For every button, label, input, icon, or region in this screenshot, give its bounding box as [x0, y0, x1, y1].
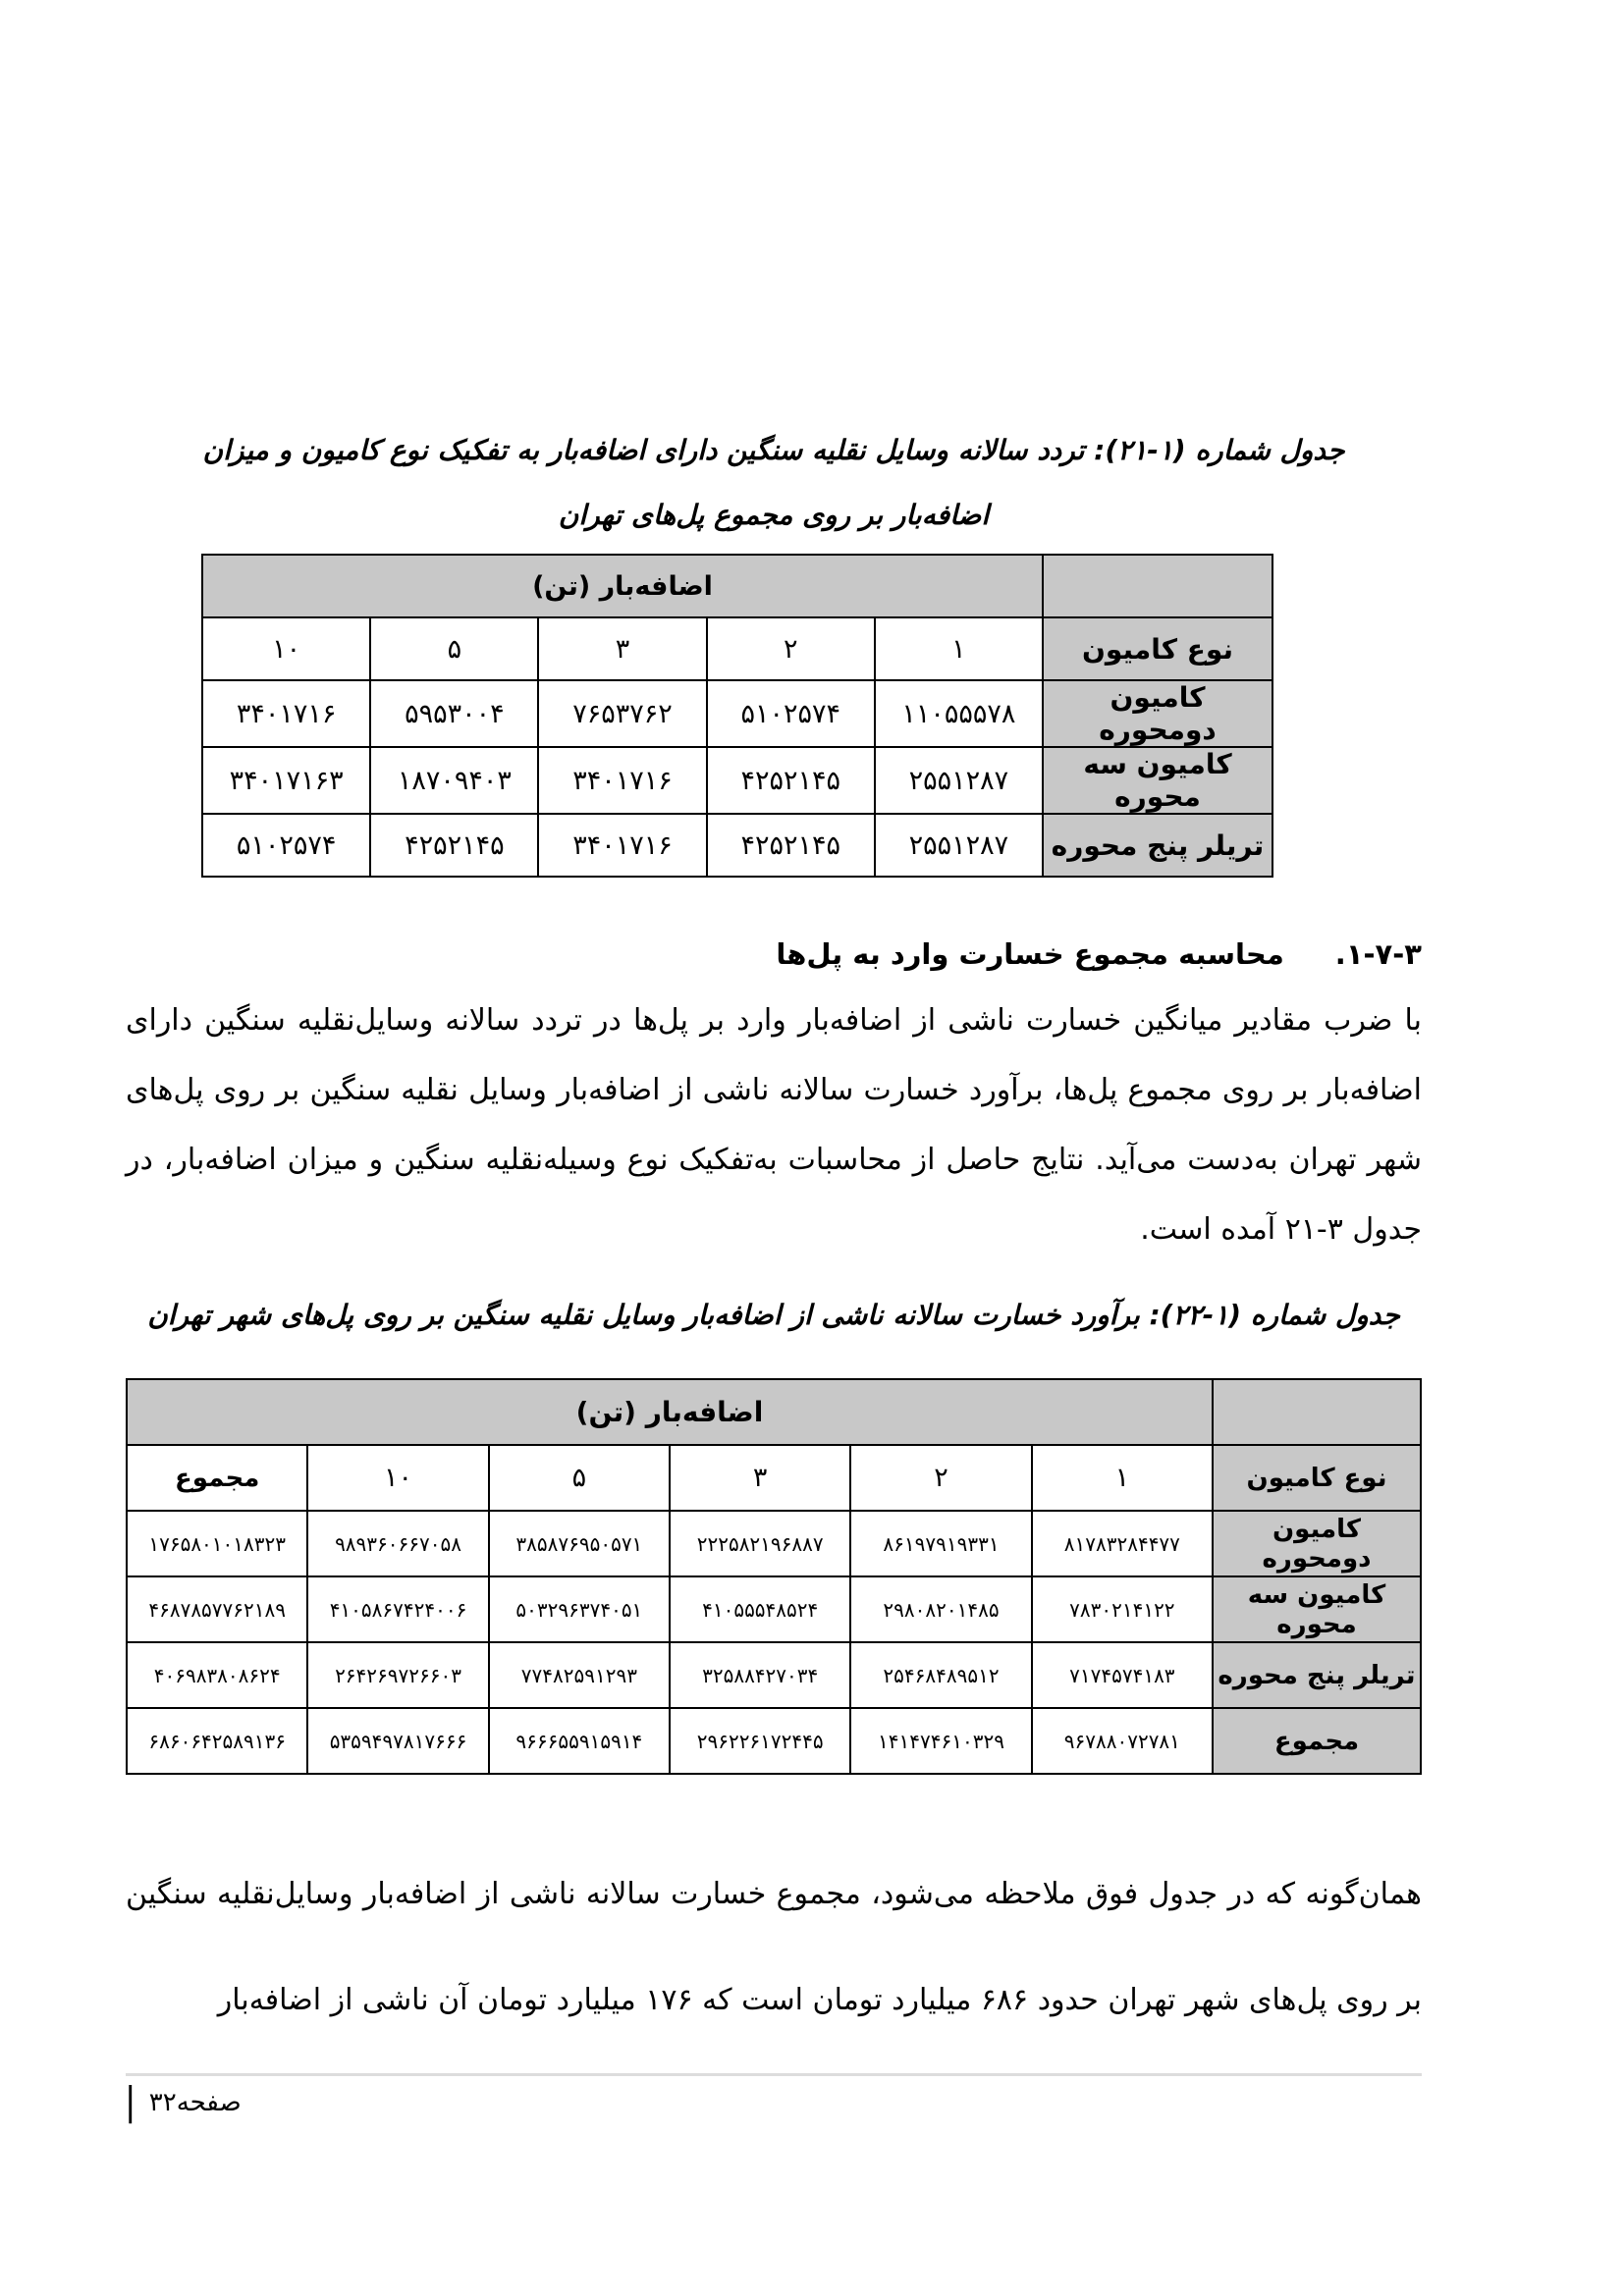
corner-label-cell: نوع کامیون: [1213, 1445, 1421, 1511]
table-cell: ۵۳۵۹۴۹۷۸۱۷۶۶۶: [307, 1708, 488, 1774]
page-footer: [126, 2080, 1422, 2125]
row-label-cell: کامیون سه محوره: [1043, 747, 1272, 814]
table-row: [202, 617, 1272, 680]
table-row: [127, 1576, 1421, 1642]
table-cell: ۵۱۰۲۵۷۴: [707, 680, 875, 747]
corner-label-cell: نوع کامیون: [1043, 617, 1272, 680]
body-paragraph: همان‌گونه که در جدول فوق ملاحظه می‌شود، مجموع خسارت سالانه ناشی از اضافه‌بار وسایل‌نقلیه سنگین بر روی پل‌های شهر تهران حدود ۶۸۶ میلیارد تومان است که ۱۷۶ میلیارد تومان آن ناشی از اضافه‌بار: [126, 1877, 1422, 2017]
table-cell: ۵۰۳۲۹۶۳۷۴۰۵۱: [489, 1576, 670, 1642]
table-cell: ۷۸۳۰۲۱۴۱۲۲: [1032, 1576, 1213, 1642]
table2-caption: جدول شماره (۱-۲۲): برآورد خسارت سالانه ناشی از اضافه‌بار وسایل نقلیه سنگین بر روی پل‌های شهر تهران: [147, 1299, 1400, 1331]
table-cell: ۱۸۷۰۹۴۰۳: [370, 747, 538, 814]
col-header-cell: ۳: [670, 1445, 850, 1511]
footer-bar: |: [126, 2080, 135, 2125]
table-row: [127, 1708, 1421, 1774]
table-row: [127, 1379, 1421, 1445]
table-cell: ۲۲۲۵۸۲۱۹۶۸۸۷: [670, 1511, 850, 1576]
section-title: محاسبه مجموع خسارت وارد به پل‌ها: [776, 937, 1284, 971]
col-header-cell: مجموع: [127, 1445, 307, 1511]
section-heading: [126, 931, 1422, 978]
col-header-cell: ۱۰: [202, 617, 370, 680]
table-cell: ۶۸۶۰۶۴۲۵۸۹۱۳۶: [127, 1708, 307, 1774]
table-cell: ۴۰۶۹۸۳۸۰۸۶۲۴: [127, 1642, 307, 1708]
table-cell: ۴۱۰۵۸۶۷۴۲۴۰۰۶: [307, 1576, 488, 1642]
table-cell: ۸۶۱۹۷۹۱۹۳۳۱: [850, 1511, 1031, 1576]
col-header-cell: ۲: [707, 617, 875, 680]
table-row: [202, 555, 1272, 617]
row-label-cell: تریلر پنج محوره: [1213, 1642, 1421, 1708]
table-cell: ۸۱۷۸۳۲۸۴۴۷۷: [1032, 1511, 1213, 1576]
table-cell: ۷۷۴۸۲۵۹۱۲۹۳: [489, 1642, 670, 1708]
col-header-cell: ۱: [1032, 1445, 1213, 1511]
overload-header-cell: اضافه‌بار (تن): [202, 555, 1043, 617]
table-cell: ۹۶۷۸۸۰۷۲۷۸۱: [1032, 1708, 1213, 1774]
corner-empty-cell: [1213, 1379, 1421, 1445]
corner-empty-cell: [1043, 555, 1272, 617]
row-label-cell: تریلر پنج محوره: [1043, 814, 1272, 877]
col-header-cell: ۱۰: [307, 1445, 488, 1511]
table-row: [127, 1642, 1421, 1708]
col-header-cell: ۵: [370, 617, 538, 680]
table-cell: ۱۱۰۵۵۵۷۸: [875, 680, 1043, 747]
table-cell: ۲۶۴۲۶۹۷۲۶۶۰۳: [307, 1642, 488, 1708]
table-cell: ۳۴۰۱۷۱۶: [538, 814, 706, 877]
footer-divider: [126, 2073, 1422, 2076]
table-cell: ۹۶۶۶۵۵۹۱۵۹۱۴: [489, 1708, 670, 1774]
table-cell: ۴۲۵۲۱۴۵: [707, 747, 875, 814]
table-cell: ۲۵۵۱۲۸۷: [875, 747, 1043, 814]
row-label-cell: کامیون سه محوره: [1213, 1576, 1421, 1642]
table-cell: ۴۱۰۵۵۵۴۸۵۲۴: [670, 1576, 850, 1642]
table-cell: ۱۷۶۵۸۰۱۰۱۸۳۲۳: [127, 1511, 307, 1576]
col-header-cell: ۳: [538, 617, 706, 680]
table-cell: ۵۹۵۳۰۰۴: [370, 680, 538, 747]
table-cell: ۴۲۵۲۱۴۵: [370, 814, 538, 877]
row-label-cell: کامیون دومحوره: [1043, 680, 1272, 747]
section-number: ۱-۷-۳.: [1334, 937, 1422, 971]
table-cell: ۲۵۴۶۸۴۸۹۵۱۲: [850, 1642, 1031, 1708]
table1-caption: [126, 418, 1422, 548]
body-paragraph: با ضرب مقادیر میانگین خسارت ناشی از اضافه‌بار وارد بر پل‌ها در تردد سالانه وسایل‌نقلیه سنگین دارای اضافه‌بار بر روی مجموع پل‌ها، برآورد خسارت سالانه ناشی از اضافه‌بار وسایل نقلیه سنگین بر روی پل‌های شهر تهران به‌دست می‌آید. نتایج حاصل از محاسبات به‌تفکیک نوع وسیله‌نقلیه سنگین و میزان اضافه‌بار، در جدول ۳-۲۱ آمده است.: [126, 1003, 1422, 1247]
table-cell: ۴۶۸۷۸۵۷۷۶۲۱۸۹: [127, 1576, 307, 1642]
col-header-cell: ۲: [850, 1445, 1031, 1511]
table-cell: ۳۴۰۱۷۱۶۳: [202, 747, 370, 814]
table-cell: ۳۴۰۱۷۱۶: [202, 680, 370, 747]
table-cell: ۴۲۵۲۱۴۵: [707, 814, 875, 877]
table-cell: ۵۱۰۲۵۷۴: [202, 814, 370, 877]
col-header-cell: ۵: [489, 1445, 670, 1511]
table-cell: ۲۹۶۲۲۶۱۷۲۴۴۵: [670, 1708, 850, 1774]
row-label-cell: مجموع: [1213, 1708, 1421, 1774]
table1-caption-line2: اضافه‌بار بر روی مجموع پل‌های تهران: [558, 499, 990, 531]
table-row: [202, 814, 1272, 877]
table-row: [127, 1445, 1421, 1511]
table-cell: ۳۴۰۱۷۱۶: [538, 747, 706, 814]
table-cell: ۳۲۵۸۸۴۲۷۰۳۴: [670, 1642, 850, 1708]
table-annual-traffic: [201, 554, 1273, 878]
page-number-label: صفحه۳۲: [148, 2088, 242, 2117]
overload-header-cell: اضافه‌بار (تن): [127, 1379, 1213, 1445]
table1-caption-line1: جدول شماره (۱-۲۱): تردد سالانه وسایل نقلیه سنگین دارای اضافه‌بار به تفکیک نوع کامیون و میزان: [202, 434, 1345, 466]
row-label-cell: کامیون دومحوره: [1213, 1511, 1421, 1576]
table-cell: ۷۱۷۴۵۷۴۱۸۳: [1032, 1642, 1213, 1708]
table-cell: ۹۸۹۳۶۰۶۶۷۰۵۸: [307, 1511, 488, 1576]
table-row: [202, 680, 1272, 747]
table-row: [127, 1511, 1421, 1576]
table-annual-damage: [126, 1378, 1422, 1775]
table-cell: ۳۸۵۸۷۶۹۵۰۵۷۱: [489, 1511, 670, 1576]
table-cell: ۲۹۸۰۸۲۰۱۴۸۵: [850, 1576, 1031, 1642]
table-row: [202, 747, 1272, 814]
table-cell: ۷۶۵۳۷۶۲: [538, 680, 706, 747]
table-cell: ۲۵۵۱۲۸۷: [875, 814, 1043, 877]
page-content: [0, 418, 1624, 2125]
table-cell: ۱۴۱۴۷۴۶۱۰۳۲۹: [850, 1708, 1031, 1774]
col-header-cell: ۱: [875, 617, 1043, 680]
